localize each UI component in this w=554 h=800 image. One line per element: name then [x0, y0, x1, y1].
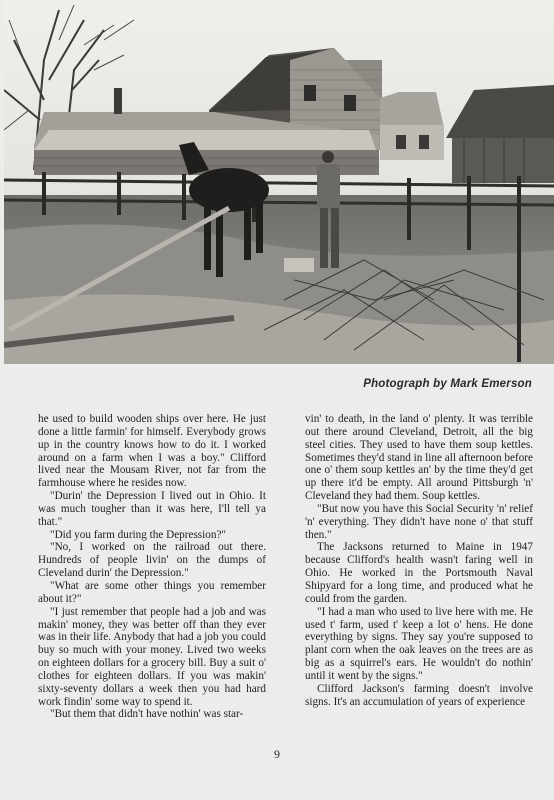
paragraph: "Durin' the Depression I lived out in Ohio. It was much tougher than it was here, I'll tell ya that." [38, 490, 266, 528]
paragraph: The Jacksons returned to Maine in 1947 because Clifford's health wasn't faring well in Ohio. He worked in the Portsmouth Naval Shipyard for a long time, and produced what he could from the garden. [305, 541, 533, 605]
paragraph: "What are some other things you remember about it?" [38, 579, 266, 605]
farm-photograph [4, 0, 554, 364]
paragraph: "Did you farm during the Depression?" [50, 528, 226, 541]
paragraph: he used to build wooden ships over here. He just done a little farmin' for himself. Everybody grows up in the country knows how to do it. I worked around on a farm when I was a boy." Clifford lived near the Mousam River, not far from the farmhouse where he resides now. [38, 413, 266, 490]
photo-credit: Photograph by Mark Emerson [363, 378, 532, 390]
paragraph: "But now you have this Social Security 'n' relief 'n' everything. They didn't have none o' that stuff then." [305, 502, 533, 541]
right-text-column [305, 413, 533, 708]
paragraph: "But them that didn't have nothin' was star- [50, 708, 244, 721]
paragraph: "No, I worked on the railroad out there. Hundreds of people livin' on the dumps of Cleveland durin' the Depression." [38, 541, 266, 580]
paragraph: vin' to death, in the land o' plenty. It was terrible out there around Cleveland, Detroit, all the big steel cities. They used to have them soup kettles. Sometimes they'd stand in line all afternoon before one o' them soup kettles an' by the time they'd get up there it'd be empty. All around Pittsburgh 'n' Cleveland they had them. Soup kettles. [305, 413, 533, 503]
page-number: 9 [274, 747, 280, 761]
paragraph: "I just remember that people had a job and was makin' money, they was better off than they ever was in their life. Anybody that had a job you could buy so much with your money. Lived two weeks on eighteen dollars for a grocery bill. Buy a suit o' clothes for eighteen dollars. If you was makin' sixty-seventy dollars a week then you had hard work findin' some way to spend it. [38, 605, 266, 708]
farm-scene-image [4, 0, 554, 364]
paragraph: Clifford Jackson's farming doesn't involve signs. It's an accumulation of years of experience [305, 682, 533, 708]
left-text-column [38, 413, 266, 721]
paragraph: "I had a man who used to live here with me. He used t' farm, used t' keep a lot o' hens. He done everything by signs. They say you're supposed to plant corn when the oak leaves on the trees are as big as a squirrel's ears. He wouldn't do nothin' until it went by the signs." [305, 605, 533, 682]
